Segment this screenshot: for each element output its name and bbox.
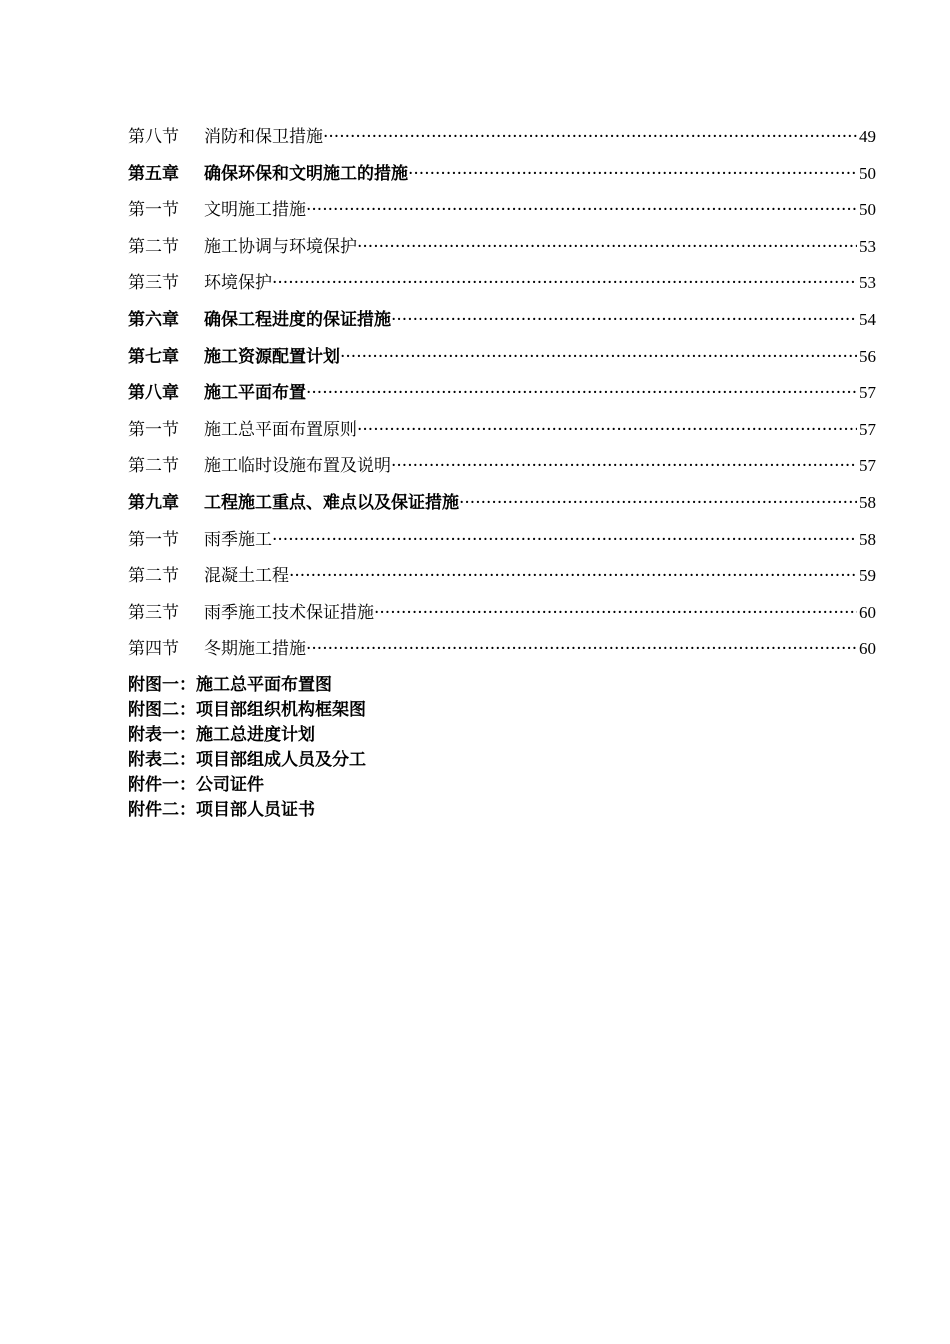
table-of-contents	[128, 119, 876, 668]
toc-entry-title: 混凝土工程	[204, 566, 289, 587]
toc-entry-number: 第三节	[128, 273, 179, 294]
toc-entry-page: 60	[859, 602, 876, 622]
toc-entry-title: 雨季施工技术保证措施	[204, 602, 374, 623]
appendix-item: 附图一：施工总平面布置图	[128, 675, 332, 695]
toc-leader-dots	[408, 156, 857, 193]
toc-leader-dots	[391, 448, 857, 485]
toc-leader-dots	[272, 522, 857, 559]
toc-entry-number: 第一节	[128, 529, 179, 550]
toc-entry[interactable]	[128, 558, 876, 595]
toc-entry-number: 第四节	[128, 639, 179, 660]
toc-entry[interactable]	[128, 631, 876, 668]
toc-leader-dots	[306, 375, 857, 412]
toc-entry[interactable]	[128, 412, 876, 449]
toc-entry[interactable]	[128, 595, 876, 632]
toc-entry-page: 56	[859, 346, 876, 366]
toc-entry-page: 53	[859, 236, 876, 256]
toc-entry[interactable]	[128, 448, 876, 485]
toc-entry-page: 53	[859, 273, 876, 293]
toc-entry-page: 58	[859, 492, 876, 512]
toc-entry[interactable]	[128, 485, 876, 522]
toc-entry[interactable]	[128, 375, 876, 412]
toc-leader-dots	[306, 631, 857, 668]
toc-leader-dots	[357, 229, 857, 266]
toc-entry-title: 施工临时设施布置及说明	[204, 456, 391, 477]
toc-entry-number: 第二节	[128, 566, 179, 587]
toc-entry-page: 54	[859, 309, 876, 329]
toc-leader-dots	[306, 192, 857, 229]
toc-leader-dots	[340, 339, 857, 376]
toc-entry-page: 49	[859, 127, 876, 146]
toc-entry[interactable]	[128, 302, 876, 339]
toc-entry-title: 冬期施工措施	[204, 639, 306, 660]
toc-entry-number: 第八节	[128, 127, 179, 147]
appendix-item: 附件二：项目部人员证书	[128, 800, 315, 820]
toc-entry-page: 57	[859, 383, 876, 403]
toc-entry-page: 60	[859, 639, 876, 659]
toc-entry-number: 第五章	[128, 163, 179, 184]
toc-leader-dots	[374, 595, 857, 632]
toc-entry-title: 确保环保和文明施工的措施	[204, 163, 408, 184]
toc-entry-page: 50	[859, 163, 876, 183]
toc-entry[interactable]	[128, 265, 876, 302]
toc-entry-page: 57	[859, 456, 876, 476]
toc-entry-title: 工程施工重点、难点以及保证措施	[204, 492, 459, 513]
toc-entry[interactable]	[128, 522, 876, 559]
toc-entry-number: 第三节	[128, 602, 179, 623]
toc-entry[interactable]	[128, 229, 876, 266]
toc-leader-dots	[357, 412, 857, 449]
appendix-item: 附件一：公司证件	[128, 775, 264, 795]
toc-entry-number: 第一节	[128, 419, 179, 440]
toc-entry-title: 确保工程进度的保证措施	[204, 309, 391, 330]
toc-leader-dots	[289, 558, 857, 595]
toc-entry-number: 第二节	[128, 456, 179, 477]
toc-leader-dots	[272, 265, 857, 302]
toc-entry-title: 施工协调与环境保护	[204, 236, 357, 257]
toc-entry[interactable]	[128, 192, 876, 229]
toc-entry-title: 雨季施工	[204, 529, 272, 550]
appendix-list	[128, 673, 366, 823]
appendix-item: 附图二：项目部组织机构框架图	[128, 700, 366, 720]
toc-leader-dots	[459, 485, 857, 522]
toc-entry[interactable]	[128, 119, 876, 156]
toc-entry-title: 环境保护	[204, 273, 272, 294]
toc-entry-number: 第六章	[128, 309, 179, 330]
toc-entry-page: 59	[859, 566, 876, 586]
toc-entry[interactable]	[128, 339, 876, 376]
toc-entry-number: 第七章	[128, 346, 179, 367]
toc-leader-dots	[323, 119, 857, 156]
toc-entry-number: 第二节	[128, 236, 179, 257]
toc-entry-title: 施工总平面布置原则	[204, 419, 357, 440]
toc-entry-title: 施工资源配置计划	[204, 346, 340, 367]
appendix-item: 附表二：项目部组成人员及分工	[128, 750, 366, 770]
toc-entry[interactable]	[128, 156, 876, 193]
toc-entry-page: 57	[859, 419, 876, 439]
toc-entry-page: 58	[859, 529, 876, 549]
toc-entry-title: 施工平面布置	[204, 383, 306, 404]
toc-entry-page: 50	[859, 200, 876, 220]
toc-entry-number: 第一节	[128, 200, 179, 221]
toc-entry-title: 消防和保卫措施	[204, 127, 323, 147]
toc-entry-number: 第九章	[128, 492, 179, 513]
appendix-item: 附表一：施工总进度计划	[128, 725, 315, 745]
toc-entry-title: 文明施工措施	[204, 200, 306, 221]
toc-entry-number: 第八章	[128, 383, 179, 404]
toc-leader-dots	[391, 302, 857, 339]
